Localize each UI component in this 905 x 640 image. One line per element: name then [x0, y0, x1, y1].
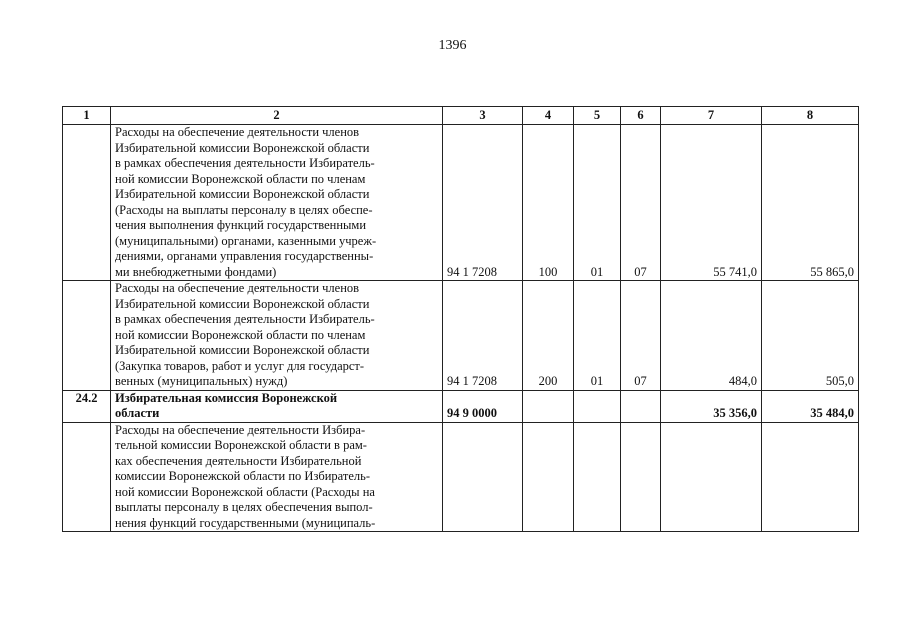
description-line: ми внебюджетными фондами) [115, 264, 277, 279]
table-row [63, 422, 859, 532]
header-row [63, 107, 859, 125]
description-line: области [115, 406, 160, 420]
row-description [111, 390, 443, 422]
subsection-code [621, 390, 661, 422]
expense-type-code [523, 422, 574, 532]
description-line: дениями, органами управления государственны- [115, 249, 374, 263]
description-line: ной комиссии Воронежской области (Расходы на [115, 484, 375, 499]
target-article-code: 94 1 7208 [443, 281, 523, 391]
header-cell: 7 [661, 107, 762, 125]
page-number: 1396 [438, 38, 467, 53]
amount-col7: 484,0 [661, 281, 762, 391]
amount-col8 [762, 422, 859, 532]
subsection-code: 07 [621, 125, 661, 281]
target-article-code: 94 1 7208 [443, 125, 523, 281]
description-line: в рамках обеспечения деятельности Избиратель- [115, 156, 375, 170]
header-cell: 3 [443, 107, 523, 125]
budget-table [62, 106, 859, 532]
description-line: Избирательной комиссии Воронежской области [115, 187, 370, 201]
description-line: выплаты персоналу в целях обеспечения выпол- [115, 500, 373, 514]
amount-col8: 35 484,0 [762, 390, 859, 422]
row-description [111, 422, 443, 532]
description-line: Избирательной комиссии Воронежской области [115, 343, 370, 357]
amount-col7: 55 741,0 [661, 125, 762, 281]
description-line: (муниципальными) органами, казенными учреж- [115, 233, 377, 248]
description-line: Расходы на обеспечение деятельности членов [115, 281, 360, 295]
header-cell: 4 [523, 107, 574, 125]
section-code [574, 390, 621, 422]
description-line: нения функций государственными (муниципаль- [115, 515, 376, 530]
target-article-code [443, 422, 523, 532]
section-code: 01 [574, 281, 621, 391]
description-line: (Расходы на выплаты персоналу в целях обеспе- [115, 202, 373, 217]
description-line: Расходы на обеспечение деятельности Избира- [115, 422, 366, 437]
header-cell: 6 [621, 107, 661, 125]
row-number [63, 125, 111, 281]
description-line: комиссии Воронежской области по Избиратель- [115, 469, 371, 483]
description-line: тельной комиссии Воронежской области в рам- [115, 438, 367, 452]
table-row [63, 125, 859, 281]
subsection-code: 07 [621, 281, 661, 391]
amount-col7: 35 356,0 [661, 390, 762, 422]
amount-col8: 505,0 [762, 281, 859, 391]
expense-type-code: 100 [523, 125, 574, 281]
row-description [111, 125, 443, 281]
description-line: ной комиссии Воронежской области по членам [115, 327, 366, 342]
description-line: в рамках обеспечения деятельности Избиратель- [115, 312, 375, 326]
expense-type-code [523, 390, 574, 422]
description-line: Избирательная комиссия Воронежской [115, 390, 338, 405]
row-number [63, 281, 111, 391]
table-row [63, 281, 859, 391]
description-line: ной комиссии Воронежской области по членам [115, 171, 366, 186]
description-line: венных (муниципальных) нужд) [115, 374, 288, 388]
target-article-code: 94 9 0000 [443, 390, 523, 422]
amount-col8: 55 865,0 [762, 125, 859, 281]
description-line: ках обеспечения деятельности Избирательной [115, 453, 362, 468]
section-code [574, 422, 621, 532]
description-line: (Закупка товаров, работ и услуг для государст- [115, 358, 365, 373]
expense-type-code: 200 [523, 281, 574, 391]
header-cell: 5 [574, 107, 621, 125]
description-line: Расходы на обеспечение деятельности членов [115, 125, 360, 139]
header-cell: 8 [762, 107, 859, 125]
description-line: Избирательной комиссии Воронежской области [115, 296, 370, 311]
row-number [63, 422, 111, 532]
header-cell: 1 [63, 107, 111, 125]
section-code: 01 [574, 125, 621, 281]
description-line: Избирательной комиссии Воронежской области [115, 140, 370, 155]
description-line: чения выполнения функций государственными [115, 218, 367, 232]
table-row-section [63, 390, 859, 422]
amount-col7 [661, 422, 762, 532]
header-cell: 2 [111, 107, 443, 125]
row-number: 24.2 [63, 390, 111, 422]
row-description [111, 281, 443, 391]
subsection-code [621, 422, 661, 532]
